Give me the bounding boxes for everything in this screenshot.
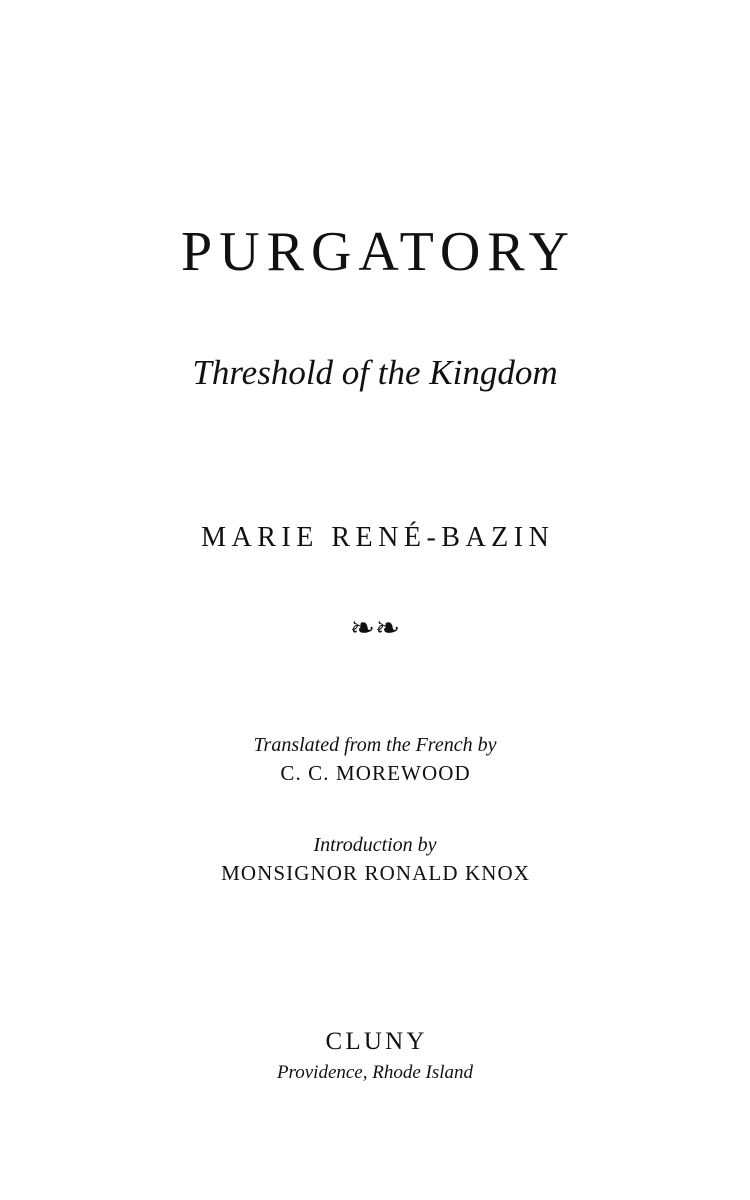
translator-credit bbox=[0, 734, 750, 786]
introduction-author-name: MONSIGNOR RONALD KNOX bbox=[221, 861, 531, 885]
book-title: PURGATORY bbox=[181, 221, 576, 283]
translator-name: C. C. MOREWOOD bbox=[280, 761, 471, 785]
introduction-credit-label: Introduction by bbox=[313, 834, 437, 856]
author-name: MARIE RENÉ-BAZIN bbox=[201, 522, 555, 553]
book-subtitle: Threshold of the Kingdom bbox=[192, 353, 558, 392]
floral-ornament-icon: ❧❧ bbox=[349, 612, 401, 645]
translator-credit-label: Translated from the French by bbox=[253, 734, 497, 756]
introduction-credit bbox=[0, 834, 750, 886]
publisher-location: Providence, Rhode Island bbox=[276, 1062, 474, 1083]
publisher-name: CLUNY bbox=[325, 1028, 428, 1055]
